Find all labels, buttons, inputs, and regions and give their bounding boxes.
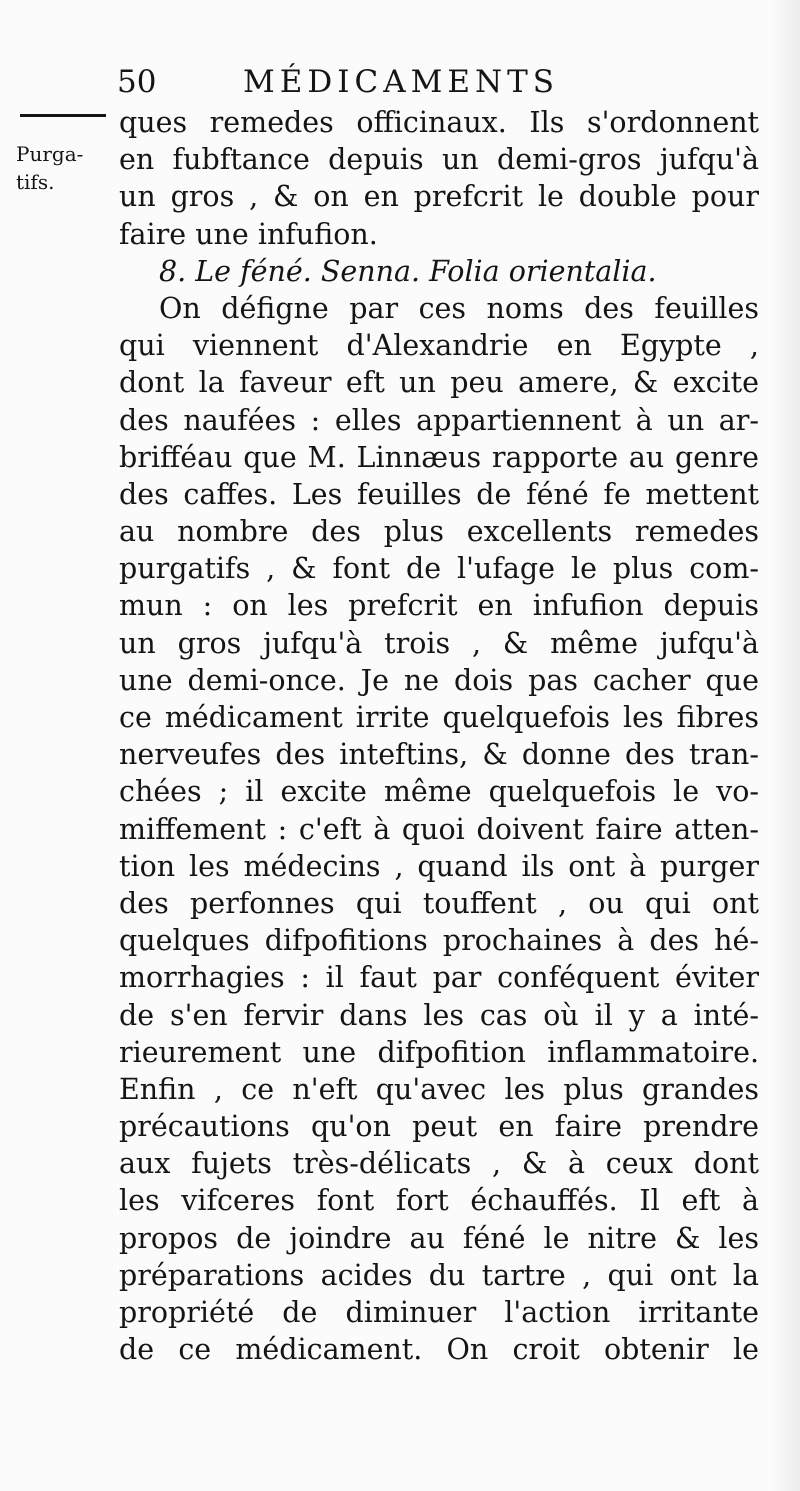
text-line: tion les médecins , quand ils ont à purger xyxy=(119,849,759,883)
margin-note-line: Purga- xyxy=(16,142,84,166)
margin-note-line: tifs. xyxy=(16,170,55,194)
text-line: purgatifs , & font de l'ufage le plus com- xyxy=(119,552,759,586)
text-line: un gros , & on en prefcrit le double pour xyxy=(119,180,759,214)
page-edge-shadow xyxy=(770,0,800,1491)
text-line: chées ; il excite même quelquefois le vo- xyxy=(119,775,759,809)
text-line: brifféau que M. Linnæus rapporte au genre xyxy=(119,440,759,474)
page-header xyxy=(115,62,755,106)
text-line: propos de joindre au féné le nitre & les xyxy=(119,1221,759,1255)
text-line: précautions qu'on peut en faire prendre xyxy=(119,1110,759,1144)
text-line: mun : on les prefcrit en infufion depuis xyxy=(119,589,759,623)
item-heading: 8. Le féné. Senna. Folia orientalia. xyxy=(159,254,657,288)
text-line: préparations acides du tartre , qui ont la xyxy=(119,1258,759,1292)
text-line: un gros jufqu'à trois , & même jufqu'à xyxy=(119,626,759,660)
text-line: des perfonnes qui touffent , ou qui ont xyxy=(119,886,759,920)
text-line: propriété de diminuer l'action irritante xyxy=(119,1296,759,1329)
text-line: On défigne par ces noms des feuilles xyxy=(159,291,759,325)
text-line: quelques difpofitions prochaines à des hé- xyxy=(119,924,759,958)
text-line: nerveufes des inteftins, & donne des tran- xyxy=(119,738,759,772)
text-line: ce médicament irrite quelquefois les fibres xyxy=(119,701,759,734)
page-number: 50 xyxy=(117,64,157,100)
text-line: qui viennent d'Alexandrie en Egypte , xyxy=(119,329,759,363)
text-line: en fubftance depuis un demi-gros jufqu'à xyxy=(119,143,759,177)
text-line: au nombre des plus excellents remedes xyxy=(119,515,759,549)
text-line: des naufées : elles appartiennent à un ar- xyxy=(119,403,759,437)
text-line: de s'en fervir dans les cas où il y a inté- xyxy=(119,998,759,1032)
text-line: une demi-once. Je ne dois pas cacher que xyxy=(119,663,759,697)
margin-rule xyxy=(20,114,106,117)
text-line: les vifceres font fort échauffés. Il eft à xyxy=(119,1184,759,1218)
text-line: miffement : c'eft à quoi doivent faire atten- xyxy=(119,812,759,846)
text-line: des caffes. Les feuilles de féné fe mettent xyxy=(119,477,759,511)
running-title: MÉDICAMENTS xyxy=(243,64,559,100)
text-line: morrhagies : il faut par conféquent éviter xyxy=(119,961,759,995)
text-line: faire une infufion. xyxy=(119,217,378,251)
text-line: dont la faveur eft un peu amere, & excite xyxy=(119,366,759,400)
text-line: ques remedes officinaux. Ils s'ordonnent xyxy=(119,106,759,139)
body-text xyxy=(119,104,759,1368)
text-line: Enfin , ce n'eft qu'avec les plus grandes xyxy=(119,1072,759,1106)
margin-note xyxy=(16,140,108,196)
text-line: rieurement une difpofition inflammatoire. xyxy=(119,1035,759,1069)
text-line: de ce médicament. On croit obtenir le xyxy=(119,1333,759,1367)
text-line: aux fujets très-délicats , & à ceux dont xyxy=(119,1147,759,1181)
